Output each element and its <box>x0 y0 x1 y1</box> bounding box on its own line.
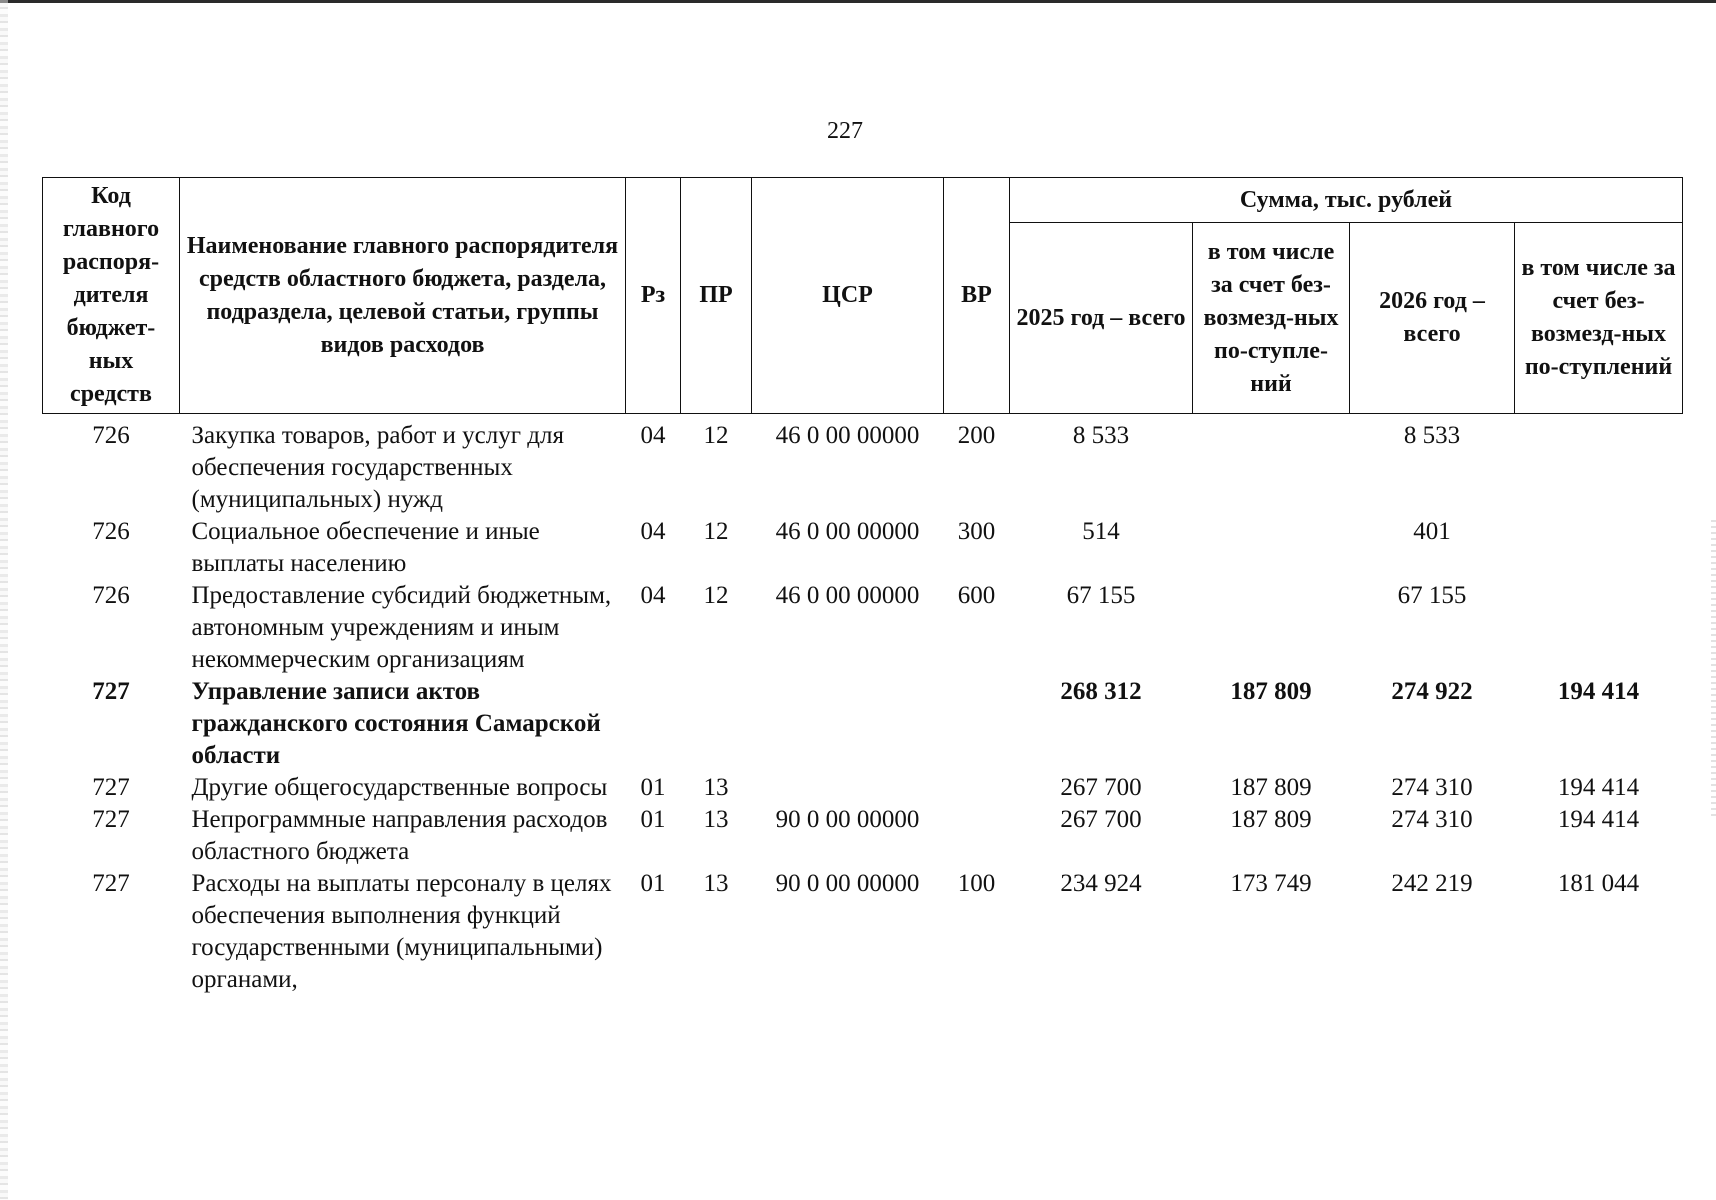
header-2025-grants: в том числе за счет без-возмезд-ных по-ступле-ний <box>1193 223 1350 414</box>
table-row-department-total <box>43 676 1683 772</box>
cell-code: 726 <box>92 518 130 545</box>
table-row <box>43 772 1683 804</box>
cell-pr: 13 <box>703 870 729 897</box>
cell-2025-total: 8 533 <box>1072 422 1130 449</box>
table-body <box>43 414 1683 997</box>
cell-vr: 100 <box>957 870 996 897</box>
cell-code: 727 <box>92 870 130 897</box>
cell-2026-grants: 194 414 <box>1557 678 1640 705</box>
cell-2025-grants: 173 749 <box>1230 870 1312 897</box>
header-csr: ЦСР <box>752 178 944 414</box>
cell-2026-grants <box>1515 580 1683 676</box>
cell-2026-total: 67 155 <box>1397 582 1467 609</box>
cell-2025-total: 67 155 <box>1066 582 1136 609</box>
cell-name: Расходы на выплаты персоналу в целях обеспечения выполнения функций государственными (муниципальными) органами, <box>191 870 612 993</box>
header-2026-grants: в том числе за счет без-возмезд-ных по-ступлений <box>1515 223 1683 414</box>
cell-2025-total: 267 700 <box>1060 806 1142 833</box>
cell-name: Закупка товаров, работ и услуг для обеспечения государственных (муниципальных) нужд <box>191 422 564 513</box>
cell-pr: 13 <box>703 774 729 801</box>
header-sum-group: Сумма, тыс. рублей <box>1010 178 1683 223</box>
cell-code: 726 <box>92 582 130 609</box>
cell-2026-total: 274 310 <box>1391 774 1473 801</box>
cell-name: Другие общегосударственные вопросы <box>191 774 608 801</box>
header-rz: Рз <box>626 178 681 414</box>
header-code: Код главного распоря-дителя бюджет-ных средств <box>43 178 180 414</box>
scan-edge-right <box>1711 520 1716 820</box>
cell-2026-total: 8 533 <box>1403 422 1461 449</box>
cell-csr: 46 0 00 00000 <box>775 422 920 449</box>
cell-rz: 01 <box>640 774 666 801</box>
cell-pr: 12 <box>703 422 729 449</box>
cell-2025-grants <box>1193 414 1350 517</box>
table-row <box>43 516 1683 580</box>
cell-pr <box>681 676 752 772</box>
cell-code: 727 <box>92 806 130 833</box>
cell-pr: 12 <box>703 582 729 609</box>
header-name: Наименование главного распорядителя средств областного бюджета, раздела, подраздела, целевой статьи, группы видов расходов <box>180 178 626 414</box>
cell-code: 727 <box>92 774 130 801</box>
cell-vr: 600 <box>957 582 996 609</box>
cell-vr: 300 <box>957 518 996 545</box>
cell-vr <box>944 676 1010 772</box>
cell-2025-grants: 187 809 <box>1230 678 1312 705</box>
page-number: 227 <box>827 118 863 144</box>
cell-rz: 04 <box>640 518 666 545</box>
cell-csr: 90 0 00 00000 <box>775 870 920 897</box>
cell-2026-total: 401 <box>1413 518 1451 545</box>
cell-2025-total: 268 312 <box>1060 678 1142 705</box>
cell-code: 727 <box>92 678 130 705</box>
cell-vr <box>944 772 1010 804</box>
cell-2025-total: 514 <box>1082 518 1120 545</box>
header-2026-total: 2026 год – всего <box>1350 223 1515 414</box>
header-vr: ВР <box>944 178 1010 414</box>
cell-csr <box>752 772 944 804</box>
cell-vr <box>944 804 1010 868</box>
cell-2026-grants: 194 414 <box>1557 806 1640 833</box>
cell-2026-grants <box>1515 516 1683 580</box>
cell-2025-total: 234 924 <box>1060 870 1142 897</box>
cell-csr: 46 0 00 00000 <box>775 518 920 545</box>
cell-csr <box>752 676 944 772</box>
table-row <box>43 804 1683 868</box>
cell-2025-grants <box>1193 580 1350 676</box>
scan-edge-top <box>0 0 1716 3</box>
cell-2025-grants: 187 809 <box>1230 774 1312 801</box>
cell-2025-grants <box>1193 516 1350 580</box>
cell-pr: 13 <box>703 806 729 833</box>
cell-code: 726 <box>92 422 130 449</box>
cell-name: Непрограммные направления расходов областного бюджета <box>191 806 608 865</box>
cell-rz: 01 <box>640 870 666 897</box>
cell-name: Социальное обеспечение и иные выплаты населению <box>191 518 540 577</box>
cell-rz <box>626 676 681 772</box>
table-row <box>43 868 1683 996</box>
cell-2026-total: 274 922 <box>1391 678 1473 705</box>
cell-pr: 12 <box>703 518 729 545</box>
cell-2026-grants: 181 044 <box>1557 870 1640 897</box>
cell-2026-total: 274 310 <box>1391 806 1473 833</box>
cell-csr: 46 0 00 00000 <box>775 582 920 609</box>
cell-rz: 01 <box>640 806 666 833</box>
cell-2026-total: 242 219 <box>1391 870 1473 897</box>
budget-table <box>42 177 1683 996</box>
cell-name: Управление записи актов гражданского состояния Самарской области <box>191 678 601 769</box>
table-header <box>43 178 1683 414</box>
header-2025-total: 2025 год – всего <box>1010 223 1193 414</box>
cell-csr: 90 0 00 00000 <box>775 806 920 833</box>
cell-2026-grants <box>1515 414 1683 517</box>
table-row <box>43 414 1683 517</box>
cell-2025-total: 267 700 <box>1060 774 1142 801</box>
table-row <box>43 580 1683 676</box>
cell-rz: 04 <box>640 422 666 449</box>
cell-vr: 200 <box>957 422 996 449</box>
scan-edge-left <box>0 0 8 1200</box>
cell-2025-grants: 187 809 <box>1230 806 1312 833</box>
cell-rz: 04 <box>640 582 666 609</box>
cell-2026-grants: 194 414 <box>1557 774 1640 801</box>
cell-name: Предоставление субсидий бюджетным, автономным учреждениям и иным некоммерческим организациям <box>191 582 612 673</box>
header-pr: ПР <box>681 178 752 414</box>
